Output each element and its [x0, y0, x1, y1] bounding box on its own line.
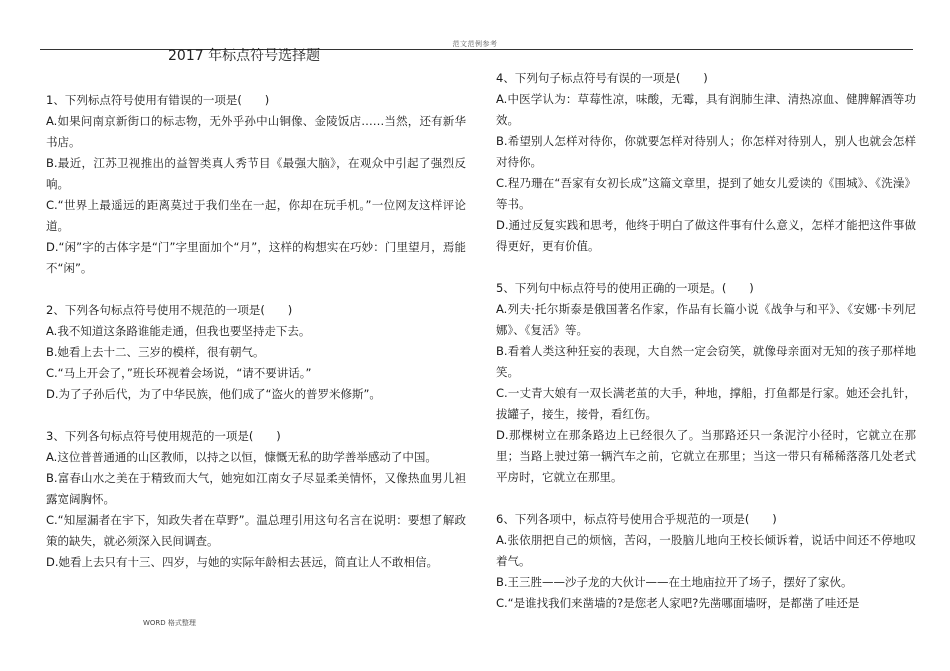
option-b: B.王三胜——沙子龙的大伙计——在土地庙拉开了场子，摆好了家伙。: [496, 575, 853, 589]
option-d: D.那棵树立在那条路边上已经很久了。当那路还只一条泥泞小径时，它就立在那里；当路上驶过第一辆汽车之前，它就立在那里；当这一带只有稀稀落落几处老式平房时，它就立在那里。: [496, 428, 916, 484]
option-b: B.她看上去十二、三岁的模样，很有朝气。: [46, 345, 265, 359]
question-stem: 3、下列各句标点符号使用规范的一项是( ): [46, 429, 281, 443]
option-c: C.一丈青大娘有一双长满老茧的大手，种地，撑船，打鱼都是行家。她还会扎针，拔罐子，接生，接骨，看红伤。: [496, 386, 916, 421]
header-note: 范文范例参考: [452, 40, 498, 48]
option-a: A.列夫·托尔斯泰是俄国著名作家，作品有长篇小说《战争与和平》、《安娜·卡列尼娜》、《复活》等。: [496, 302, 916, 337]
option-b: B.最近，江苏卫视推出的益智类真人秀节目《最强大脑》，在观众中引起了强烈反响。: [46, 156, 466, 191]
option-d: D.为了子孙后代，为了中华民族，他们成了“盗火的普罗米修斯”。: [46, 387, 381, 401]
option-d: D.“闲”字的古体字是“门”字里面加个“月”，这样的构想实在巧妙：门里望月，焉能不“闲”。: [46, 240, 466, 275]
option-d: D.通过反复实践和思考，他终于明白了做这件事有什么意义，怎样才能把这件事做得更好，更有价值。: [496, 218, 916, 253]
question-2: [46, 300, 466, 405]
question-stem: 4、下列句子标点符号有误的一项是( ): [496, 71, 708, 85]
option-c: C.“知屋漏者在宇下，知政失者在草野”。温总理引用这句名言在说明：要想了解政策的缺失，就必须深入民间调查。: [46, 513, 466, 548]
right-column: [496, 68, 916, 635]
option-d: D.她看上去只有十三、四岁，与她的实际年龄相去甚远，简直让人不敢相信。: [46, 555, 439, 569]
option-b: B.看着人类这种狂妄的表现，大自然一定会窃笑，就像母亲面对无知的孩子那样地笑。: [496, 344, 916, 379]
option-a: A.中医学认为：草莓性凉，味酸，无霉，具有润肺生津、清热凉血、健脾解酒等功效。: [496, 92, 916, 127]
option-b: B.希望别人怎样对待你，你就要怎样对待别人；你怎样对待别人，别人也就会怎样对待你。: [496, 134, 916, 169]
option-a: A.如果问南京新街口的标志物，无外乎孙中山铜像、金陵饭店……当然，还有新华书店。: [46, 114, 466, 149]
document-title: 2017 年标点符号选择题: [168, 48, 321, 64]
left-column: [46, 90, 466, 594]
option-a: A.这位普普通通的山区教师，以持之以恒，慷慨无私的助学善举感动了中国。: [46, 450, 437, 464]
question-stem: 2、下列各句标点符号使用不规范的一项是( ): [46, 303, 293, 317]
question-4: [496, 68, 916, 257]
question-stem: 1、下列标点符号使用有错误的一项是( ): [46, 93, 270, 107]
option-a: A.张依朋把自己的烦恼，苦闷，一股脑儿地向王校长倾诉着，说话中间还不停地叹着气。: [496, 533, 916, 568]
option-b: B.富春山水之美在于精致而大气，她宛如江南女子尽显柔美情怀，又像热血男儿袒露宽阔胸怀。: [46, 471, 466, 506]
question-3: [46, 426, 466, 573]
option-c: C.“世界上最遥远的距离莫过于我们坐在一起，你却在玩手机。”一位网友这样评论道。: [46, 198, 466, 233]
option-c: C.“是谁找我们来凿墙的?是您老人家吧?先凿哪面墙呀，是都凿了哇还是: [496, 596, 860, 610]
option-c: C.“马上开会了，”班长环视着会场说，“请不要讲话。”: [46, 366, 312, 380]
question-5: [496, 278, 916, 488]
option-a: A.我不知道这条路谁能走通，但我也要坚持走下去。: [46, 324, 311, 338]
option-c: C.程乃珊在“吾家有女初长成”这篇文章里，提到了她女儿爱读的《围城》、《洗澡》等书。: [496, 176, 916, 211]
question-stem: 6、下列各项中，标点符号使用合乎规范的一项是( ): [496, 512, 777, 526]
footer-note: WORD 格式整理: [143, 619, 196, 627]
question-6: [496, 509, 916, 614]
question-stem: 5、下列句中标点符号的使用正确的一项是。( ): [496, 281, 754, 295]
question-1: [46, 90, 466, 279]
